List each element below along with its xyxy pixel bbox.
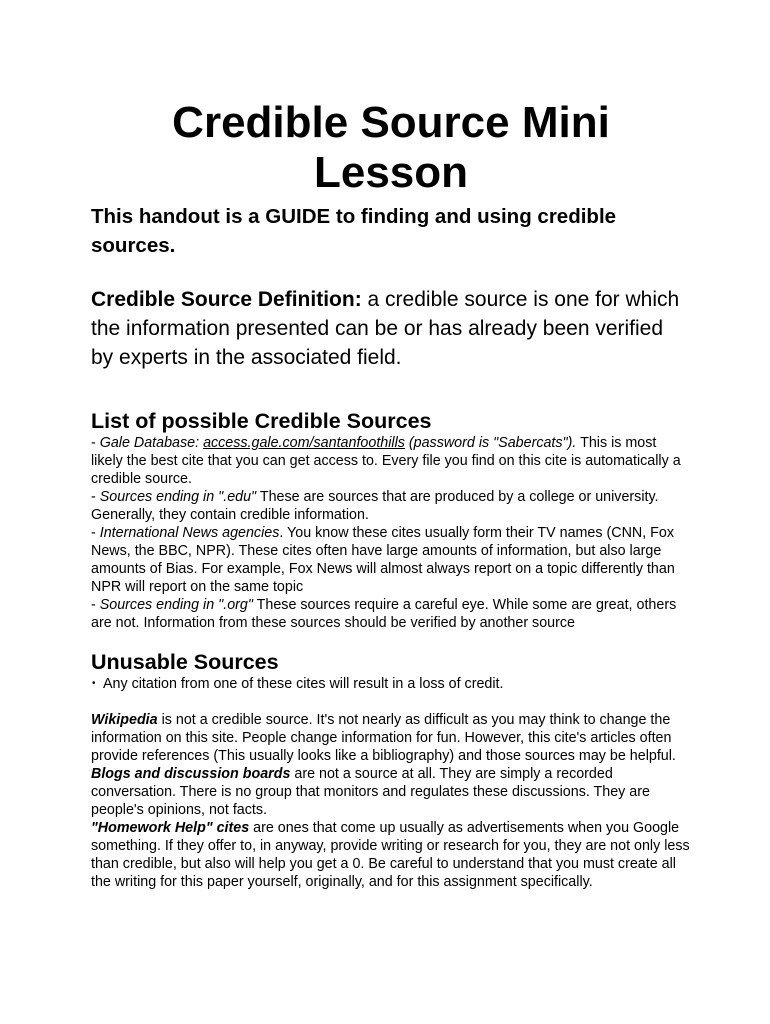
unusable-source-blogs	[91, 765, 691, 819]
item-text: is not a credible source. It's not nearly as difficult as you may think to change the information on this site. People change information for fun. However, this cite's articles often provide references (This usually looks like a bibliography) and those sources may be helpful.	[91, 712, 676, 764]
item-text: This is most likely the best cite that you can get access to. Every file you find on this cite is automatically a credible source.	[91, 435, 681, 487]
item-prefix: -	[91, 489, 100, 505]
credible-source-item-gale	[91, 434, 691, 488]
item-text: are not a source at all. They are simply a recorded conversation. There is no group that monitors and regulates these discussions. They are people's opinions, not facts.	[91, 766, 650, 818]
credible-sources-heading: List of possible Credible Sources	[91, 409, 432, 433]
bullet-icon: •	[92, 678, 96, 689]
unusable-source-wikipedia	[91, 711, 691, 765]
item-lead: Blogs and discussion boards	[91, 766, 291, 782]
item-text: are ones that come up usually as advertisements when you Google something. If they offer to, in anyway, provide writing or research for you, they are not only less than credible, but also will help you get a 0. Be careful to understand that you must create all the writing for this paper yourself, originally, and for this assignment specifically.	[91, 820, 690, 890]
credible-source-item-org	[91, 596, 691, 632]
bullet-text: Any citation from one of these cites will result in a loss of credit.	[103, 676, 504, 692]
definition-term: Credible Source Definition:	[91, 288, 362, 311]
gale-database-link[interactable]: access.gale.com/santanfoothills	[203, 435, 405, 451]
unusable-source-homework-help	[91, 819, 691, 891]
item-lead: International News agencies	[99, 525, 280, 541]
item-lead: Gale Database:	[99, 435, 204, 451]
page-subtitle: This handout is a GUIDE to finding and using credible sources.	[91, 205, 617, 257]
credible-source-item-edu	[91, 488, 691, 524]
unusable-sources-list	[91, 711, 691, 891]
item-text: . You know these cites usually form their TV names (CNN, Fox News, the BBC, NPR). These cites often have large amounts of information, but also large amounts of Bias. For example, Fox News will almost always report on a topic differently than NPR will report on the same topic	[91, 525, 675, 595]
item-text: These are sources that are produced by a college or university. Generally, they contain credible information.	[91, 489, 659, 523]
item-note: (password is "Sabercats").	[404, 435, 577, 451]
item-lead: Sources ending in ".org"	[99, 597, 253, 613]
item-prefix: -	[91, 525, 100, 541]
item-lead: Sources ending in ".edu"	[99, 489, 257, 505]
paragraph-spacer	[91, 693, 691, 711]
item-text: These sources require a careful eye. While some are great, others are not. Information from these sources should be verified by another source	[91, 597, 677, 631]
credible-sources-list	[91, 434, 691, 632]
document-content	[91, 98, 691, 891]
item-lead: Wikipedia	[91, 712, 158, 728]
item-lead: "Homework Help" cites	[91, 820, 250, 836]
unusable-bullet-item	[91, 675, 691, 693]
credible-source-item-news	[91, 524, 691, 596]
item-prefix: -	[91, 597, 100, 613]
definition-paragraph	[91, 285, 691, 372]
unusable-sources-heading: Unusable Sources	[91, 650, 279, 674]
definition-text: a credible source is one for which the information presented can be or has already been verified by experts in the associated field.	[91, 288, 680, 369]
item-prefix: -	[91, 435, 100, 451]
page-title: Credible Source Mini Lesson	[172, 98, 610, 197]
